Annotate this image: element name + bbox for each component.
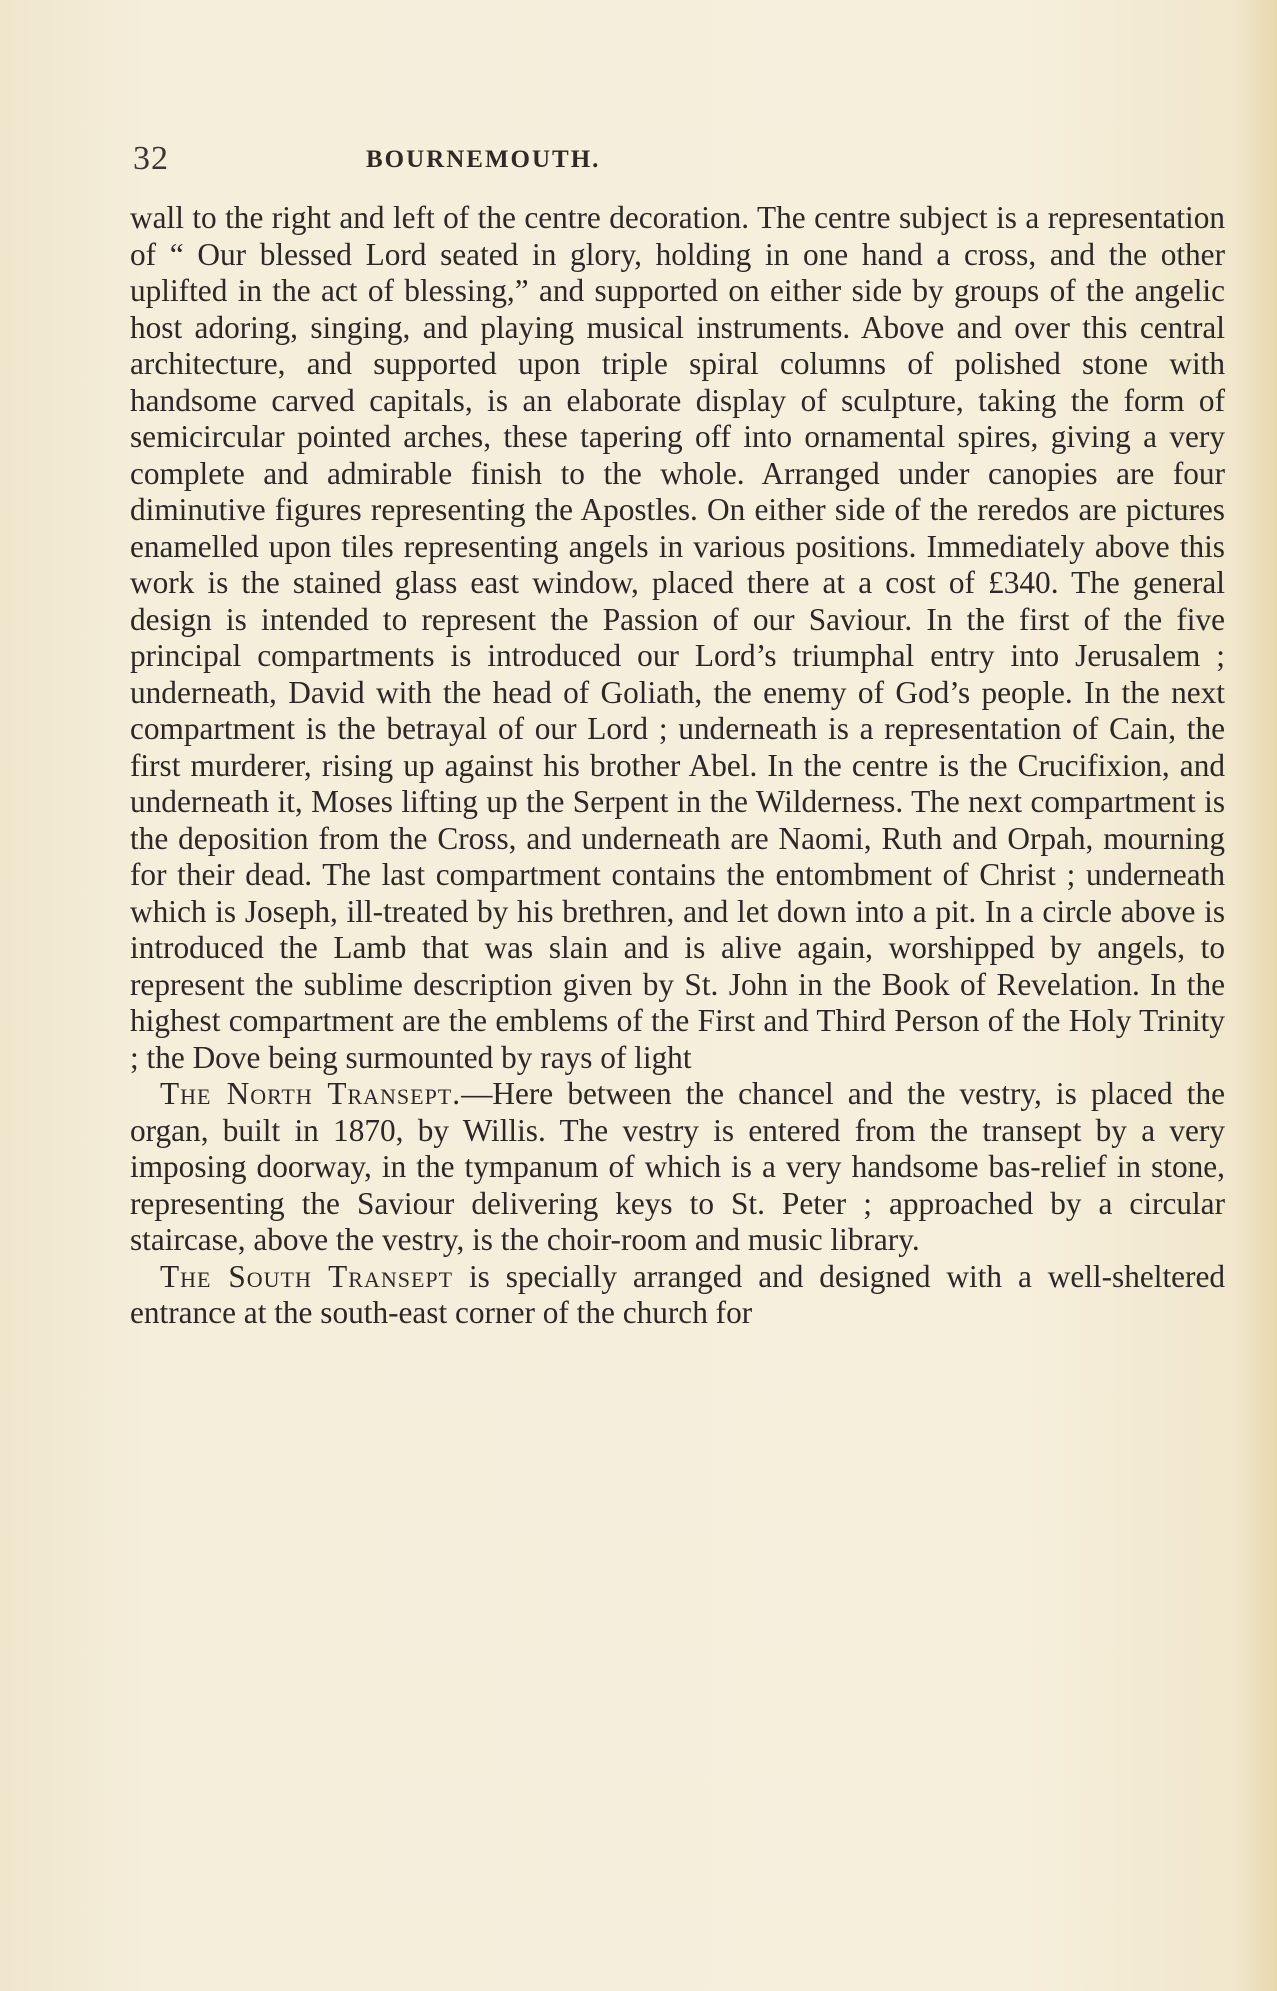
page-number: 32 [133,140,169,177]
running-head: BOURNEMOUTH. [366,146,601,173]
section-heading-south-transept: The South Transept [160,1258,454,1294]
paragraph-reredos: wall to the right and left of the centre decoration. The centre subject is a representation of “ Our blessed Lord seated in glory, holding in one hand a cross, and the other uplifted in the act of blessing,” and supported on either side by groups of the angelic host adoring, singing, and playing musical instruments. Above and over this central architecture, and supported upon triple spiral columns of polished stone with handsome carved capitals, is an elaborate display of sculpture, taking the form of semicircular pointed arches, these tapering off into ornamental spires, giving a very complete and admirable finish to the whole. Arranged under canopies are four diminutive figures representing the Apostles. On either side of the reredos are pictures enamelled upon tiles representing angels in various positions. Immediately above this work is the stained glass east window, placed there at a cost of £340. The general design is intended to represent the Passion of our Saviour. In the first of the five principal compartments is introduced our Lord’s triumphal entry into Jerusalem ; underneath, David with the head of Goliath, the enemy of God’s people. In the next compartment is the betrayal of our Lord ; underneath is a representation of Cain, the first murderer, rising up against his brother Abel. In the centre is the Crucifixion, and underneath it, Moses lifting up the Serpent in the Wilderness. The next compartment is the deposition from the Cross, and underneath are Naomi, Ruth and Orpah, mourning for their dead. The last compartment contains the entombment of Christ ; underneath which is Joseph, ill-treated by his brethren, and let down into a pit. In a circle above is introduced the Lamb that was slain and is alive again, worshipped by angels, to represent the sublime description given by St. John in the Book of Revelation. In the highest compartment are the emblems of the First and Third Person of the Holy Trinity ; the Dove being surmounted by rays of light [130,200,1225,1075]
north-transept-text: —Here between the chancel and the vestry, is placed the organ, built in 1870, by Willis. The vestry is entered from the transept by a very imposing doorway, in the tympanum of which is a very handsome bas-relief in stone, representing the Saviour delivering keys to St. Peter ; approached by a circular staircase, above the vestry, is the choir-room and music library. [130,1076,1225,1257]
paragraph-north-transept [130,1076,1225,1259]
section-heading-north-transept: The North Transept. [160,1076,462,1111]
body-text [130,200,1225,1332]
paragraph-south-transept [130,1259,1225,1332]
south-transept-text: is specially arranged and designed with a well-sheltered entrance at the south-east corner of the church for [130,1258,1225,1330]
page-header [133,140,1233,180]
page-edge-shadow [1237,0,1277,1991]
